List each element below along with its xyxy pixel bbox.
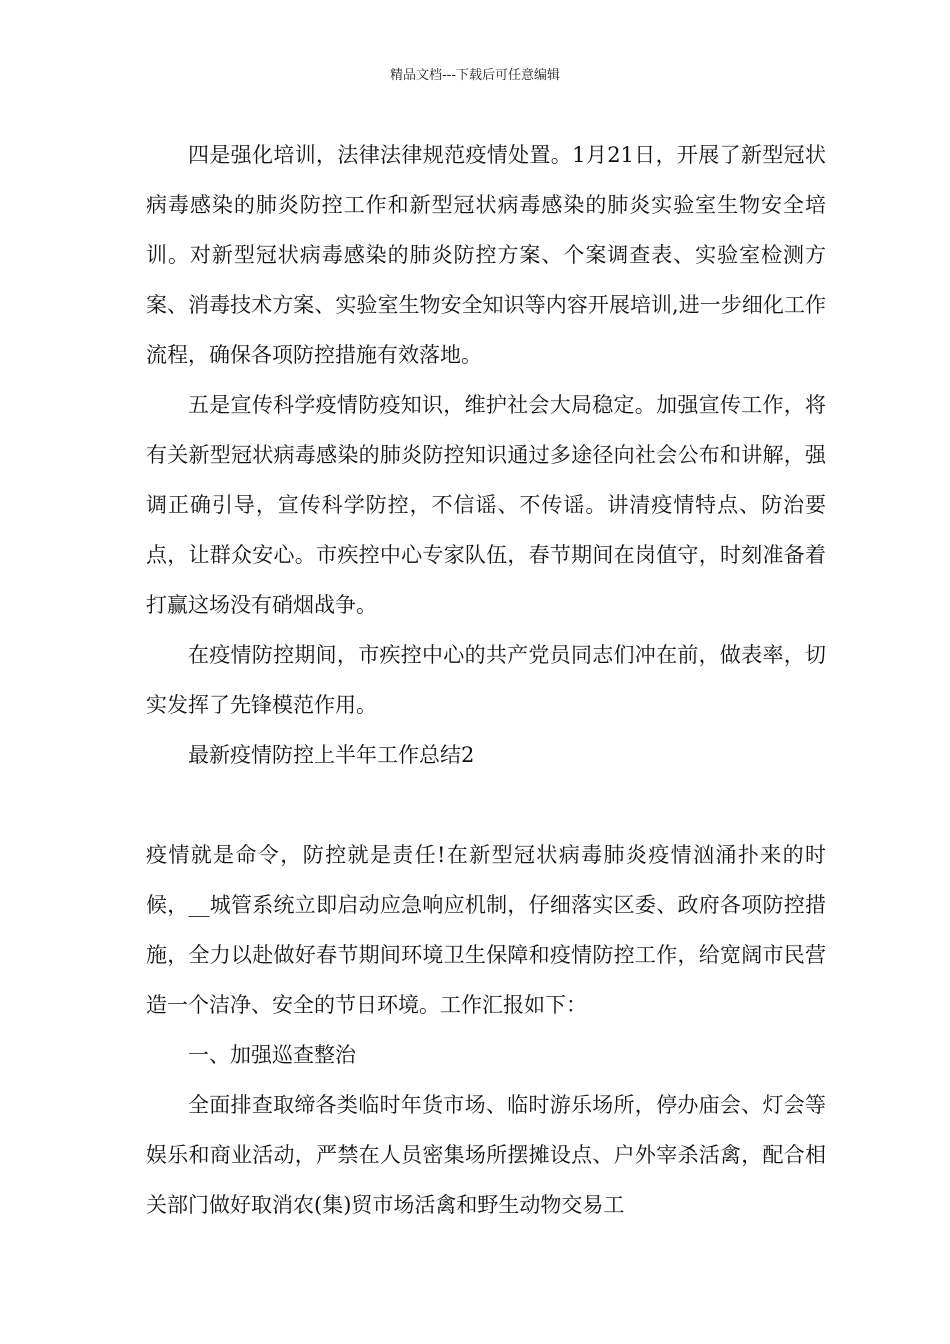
document-body: [146, 130, 826, 1230]
blank-line: [146, 780, 826, 830]
paragraph-publicity: 五是宣传科学疫情防疫知识，维护社会大局稳定。加强宣传工作，将有关新型冠状病毒感染的肺炎防控知识通过多途径向社会公布和讲解，强调正确引导，宣传科学防控，不信谣、不传谣。讲清疫情特点、防治要点，让群众安心。市疾控中心专家队伍，春节期间在岗值守，时刻准备着打赢这场没有硝烟战争。: [146, 393, 826, 617]
paragraph-intro: 疫情就是命令，防控就是责任!在新型冠状病毒肺炎疫情汹涌扑来的时候，__城管系统立即启动应急响应机制，仔细落实区委、政府各项防控措施，全力以赴做好春节期间环境卫生保障和疫情防控工作，给宽阔市民营造一个洁净、安全的节日环境。工作汇报如下：: [146, 843, 826, 1017]
page-header: 精品文档---下载后可任意编辑: [389, 68, 561, 83]
section-title: 最新疫情防控上半年工作总结2: [188, 743, 475, 767]
paragraph-inspection: 全面排查取缔各类临时年货市场、临时游乐场所，停办庙会、灯会等娱乐和商业活动，严禁在人员密集场所摆摊设点、户外宰杀活禽，配合相关部门做好取消农(集)贸市场活禽和野生动物交易工: [146, 1093, 826, 1217]
subheading-patrol: 一、加强巡查整治: [188, 1043, 356, 1067]
paragraph-training: 四是强化培训，法律法律规范疫情处置。1月21日，开展了新型冠状病毒感染的肺炎防控工作和新型冠状病毒感染的肺炎实验室生物安全培训。对新型冠状病毒感染的肺炎防控方案、个案调查表、实验室检测方案、消毒技术方案、实验室生物安全知识等内容开展培训,进一步细化工作流程，确保各项防控措施有效落地。: [146, 143, 826, 367]
paragraph-party-members: 在疫情防控期间，市疾控中心的共产党员同志们冲在前，做表率，切实发挥了先锋模范作用。: [146, 643, 826, 717]
